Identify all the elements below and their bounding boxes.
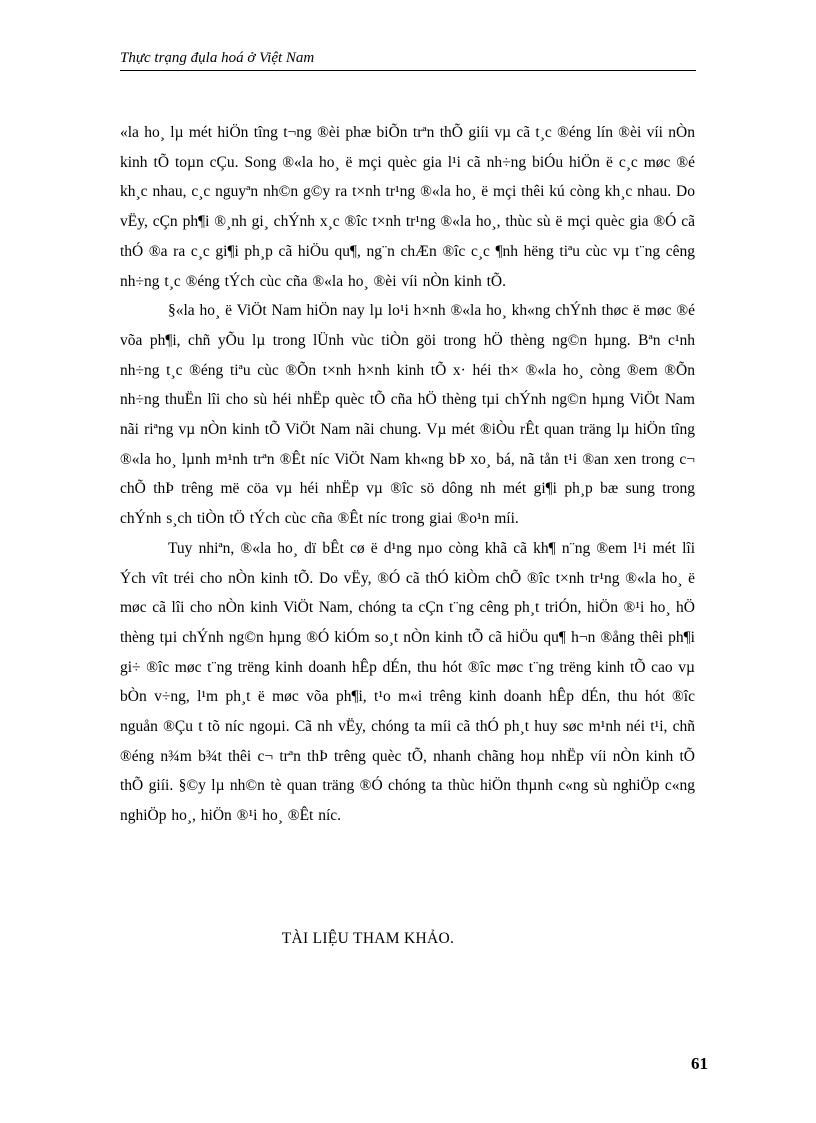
- references-heading: TÀI LIỆU THAM KHẢO.: [281, 930, 455, 947]
- page-number: 61: [691, 1054, 708, 1073]
- body-paragraph: «la ho¸ lµ mét hiÖn tîng t¬ng ®èi phæ biÕn trªn thÕ giíi vµ cã t¸c ®éng lín ®èi víi nÒn kinh tÕ toµn cÇu. Song ®«la ho¸ ë mçi quèc gia l¹i cã nh÷ng biÓu hiÖn ë c¸c møc ®é kh¸c nhau, c¸c nguyªn nh©n g©y ra t×nh tr¹ng ®«la ho¸ ë mçi thêi kú còng kh¸c nhau. Do vËy, cÇn ph¶i ®¸nh gi¸ chÝnh x¸c ®îc t×nh tr¹ng ®«la ho¸, thùc sù ë mçi quèc gia ®Ó cã thÓ ®a ra c¸c gi¶i ph¸p cã hiÖu qu¶, ng¨n chÆn ®îc c¸c ¶nh hëng tiªu cùc vµ t¨ng cêng nh÷ng t¸c ®éng tÝch cùc cña ®«la ho¸ ®èi víi nÒn kinh tÕ.: [120, 124, 695, 290]
- document-body: [120, 118, 695, 831]
- body-paragraph: Tuy nhiªn, ®«la ho¸ dï bÊt cø ë d¹ng nµo còng khã cã kh¶ n¨ng ®em l¹i mét lîi Ých vît tréi cho nÒn kinh tÕ. Do vËy, ®Ó cã thÓ kiÒm chÕ ®îc t×nh tr¹ng ®«la ho¸ ë møc cã lîi cho nÒn kinh ViÖt Nam, chóng ta cÇn t¨ng cêng ph¸t triÓn, hiÖn ®¹i ho¸ hÖ thèng tµi chÝnh ng©n hµng ®Ó kiÓm so¸t nÒn kinh tÕ cã hiÖu qu¶ h¬n ®ång thêi ph¶i gi÷ ®îc møc t¨ng trëng kinh doanh hÊp dÉn, thu hót ®îc møc t¨ng trëng kinh tÕ cao vµ bÒn v÷ng, l¹m ph¸t ë møc võa ph¶i, t¹o m«i trêng kinh doanh hÊp dÉn, thu hót ®îc nguån ®Çu t tõ níc ngoµi. Cã nh vËy, chóng ta míi cã thÓ ph¸t huy søc m¹nh néi t¹i, chñ ®éng n¾m b¾t thêi c¬ trªn thÞ trêng quèc tÕ, nhanh chãng hoµ nhËp víi nÒn kinh tÕ thÕ giíi. §©y lµ nh©n tè quan träng ®Ó chóng ta thùc hiÖn thµnh c«ng sù nghiÖp c«ng nghiÖp ho¸, hiÖn ®¹i ho¸ ®Êt níc.: [120, 539, 695, 825]
- body-paragraph: §«la ho¸ ë ViÖt Nam hiÖn nay lµ lo¹i h×nh ®«la ho¸ kh«ng chÝnh thøc ë møc ®é võa ph¶i, chñ yÕu lµ trong lÜnh vùc tiÒn göi trong hÖ thèng ng©n hµng. Bªn c¹nh nh÷ng t¸c ®éng tiªu cùc ®Õn t×nh h×nh kinh tÕ x· héi th× ®«la ho¸ còng ®em ®Õn nh÷ng thuËn lîi cho sù héi nhËp quèc tÕ cña hÖ thèng tµi chÝnh ng©n hµng ViÖt Nam nãi riªng vµ nÒn kinh tÕ ViÖt Nam nãi chung. Vµ mét ®iÒu rÊt quan träng lµ hiÖn tîng ®«la ho¸ lµnh m¹nh trªn ®Êt níc ViÖt Nam kh«ng bÞ xo¸ bá, nã tån t¹i ®an xen trong c¬ chÕ thÞ trêng më cöa vµ héi nhËp vµ ®îc sö dông nh mét gi¶i ph¸p bæ sung trong chÝnh s¸ch tiÒn tÖ tÝch cùc cña ®Êt níc trong giai ®o¹n míi.: [120, 302, 695, 528]
- running-header: [120, 48, 696, 71]
- header-title: Thực trạng đụla hoá ở Việt Nam: [120, 50, 315, 66]
